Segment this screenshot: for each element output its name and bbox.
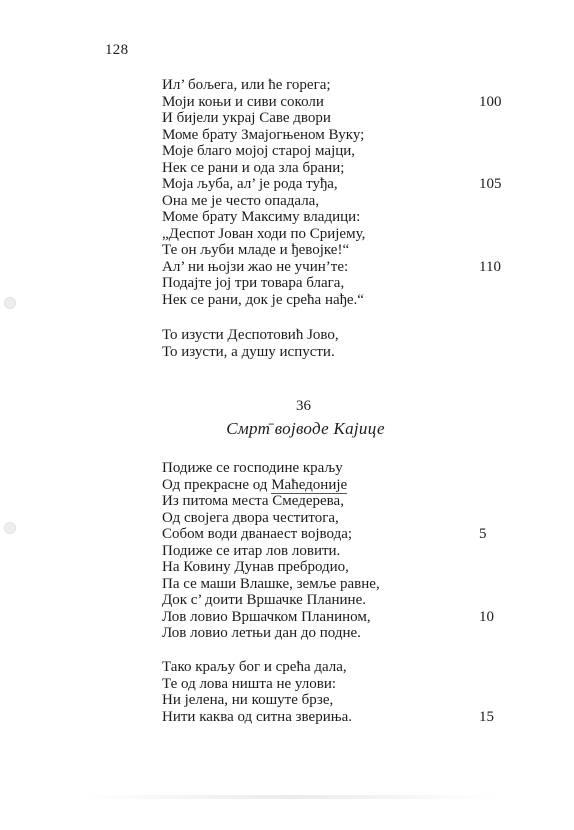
line-number: 110 xyxy=(479,258,501,275)
verse-text: Те од лова ништа не улови: xyxy=(162,675,337,692)
stanza-4 xyxy=(162,659,502,725)
verse-line xyxy=(162,460,502,477)
verse-line xyxy=(162,576,502,593)
verse-text: На Ковину Дунав пребродио, xyxy=(162,559,349,575)
poem-title: Смрт̄ војводе Кајице xyxy=(226,419,385,438)
verse-line xyxy=(162,110,502,127)
verse-text: Тако краљу бог и срећа дала, xyxy=(162,659,347,675)
verse-text: Она ме је често опадала, xyxy=(162,192,320,209)
verse-line xyxy=(162,275,502,292)
verse-text: Од својега двора честитога, xyxy=(162,509,339,526)
verse-text: Лов ловио летњи дан до подне. xyxy=(162,625,361,641)
verse-text: Те он љуби младе и ђевојке!“ xyxy=(162,242,350,258)
verse-text: Моме брату Максиму владици: xyxy=(162,209,361,225)
verse-line xyxy=(162,526,502,543)
verse-line xyxy=(162,226,502,243)
line-number: 105 xyxy=(479,176,502,192)
line-number: 15 xyxy=(479,708,494,725)
verse-text: Нек се рани, док је срећа нађе.“ xyxy=(162,291,364,308)
scan-smudge xyxy=(80,795,500,799)
verse-text: „Деспот Јован ходи по Сријему, xyxy=(162,225,366,242)
line-number: 5 xyxy=(479,526,487,542)
underlined-word: Маћедоније xyxy=(271,476,348,493)
verse-line xyxy=(162,209,502,226)
poem-number: 36 xyxy=(296,398,311,414)
verse-text: Подиже се итар лов ловити. xyxy=(162,542,341,559)
verse-text: Ил’ бољега, или ће горега; xyxy=(162,77,331,93)
verse-line xyxy=(162,77,502,94)
verse-line xyxy=(162,259,502,276)
verse-text: Док с’ доити Вршачке Планине. xyxy=(162,592,366,608)
verse-text: Подајте јој три товара блага, xyxy=(162,275,345,291)
verse-text: Ал’ ни њојзи жао не учин’те: xyxy=(162,258,349,275)
verse-line xyxy=(162,625,502,642)
verse-text: Нек се рани и ода зла брани; xyxy=(162,159,345,176)
stanza-3 xyxy=(162,460,502,642)
verse-line xyxy=(162,143,502,160)
verse-text: Моја љуба, ал’ је рода туђа, xyxy=(162,176,338,192)
verse-text: И бијели украј Саве двори xyxy=(162,110,331,126)
verse-line xyxy=(162,327,502,344)
verse-text: Нити каква од ситна звериња. xyxy=(162,708,352,725)
verse-text: Ни јелена, ни кошуте брзе, xyxy=(162,692,334,708)
verse-line xyxy=(162,193,502,210)
verse-line xyxy=(162,609,502,626)
verse-line xyxy=(162,709,502,726)
verse-line xyxy=(162,477,502,494)
verse-line xyxy=(162,493,502,510)
binding-hole xyxy=(4,297,16,309)
verse-line xyxy=(162,160,502,177)
verse-line xyxy=(162,176,502,193)
page-number: 128 xyxy=(105,42,129,58)
verse-text: Моје благо мојој старој мајци, xyxy=(162,143,356,159)
verse-text: Од прекрасне од xyxy=(162,476,272,493)
verse-line xyxy=(162,344,502,361)
binding-hole xyxy=(4,522,16,534)
verse-line xyxy=(162,510,502,527)
verse-text: Из питома места Смедерева, xyxy=(162,493,344,509)
verse-text: Лов ловио Вршачком Планином, xyxy=(162,608,371,625)
verse-text: Собом води дванаест војвода; xyxy=(162,526,353,542)
verse-line xyxy=(162,94,502,111)
verse-line xyxy=(162,559,502,576)
verse-line xyxy=(162,659,502,676)
stanza-1 xyxy=(162,77,502,308)
verse-text: Подиже се господине краљу xyxy=(162,460,343,476)
line-number: 10 xyxy=(479,608,494,625)
verse-line xyxy=(162,676,502,693)
verse-text: То изусти Деспотовић Јово, xyxy=(162,327,339,343)
verse-line xyxy=(162,242,502,259)
verse-line xyxy=(162,592,502,609)
verse-text: То изусти, а душу испусти. xyxy=(162,343,335,360)
stanza-2 xyxy=(162,327,502,360)
verse-text: Моји коњи и сиви соколи xyxy=(162,93,324,110)
verse-line xyxy=(162,127,502,144)
verse-text: Моме брату Змајогњеном Вуку; xyxy=(162,126,365,143)
verse-line xyxy=(162,292,502,309)
verse-line xyxy=(162,543,502,560)
verse-line xyxy=(162,692,502,709)
line-number: 100 xyxy=(479,93,502,110)
verse-text: Па се маши Влашке, земље равне, xyxy=(162,575,380,592)
